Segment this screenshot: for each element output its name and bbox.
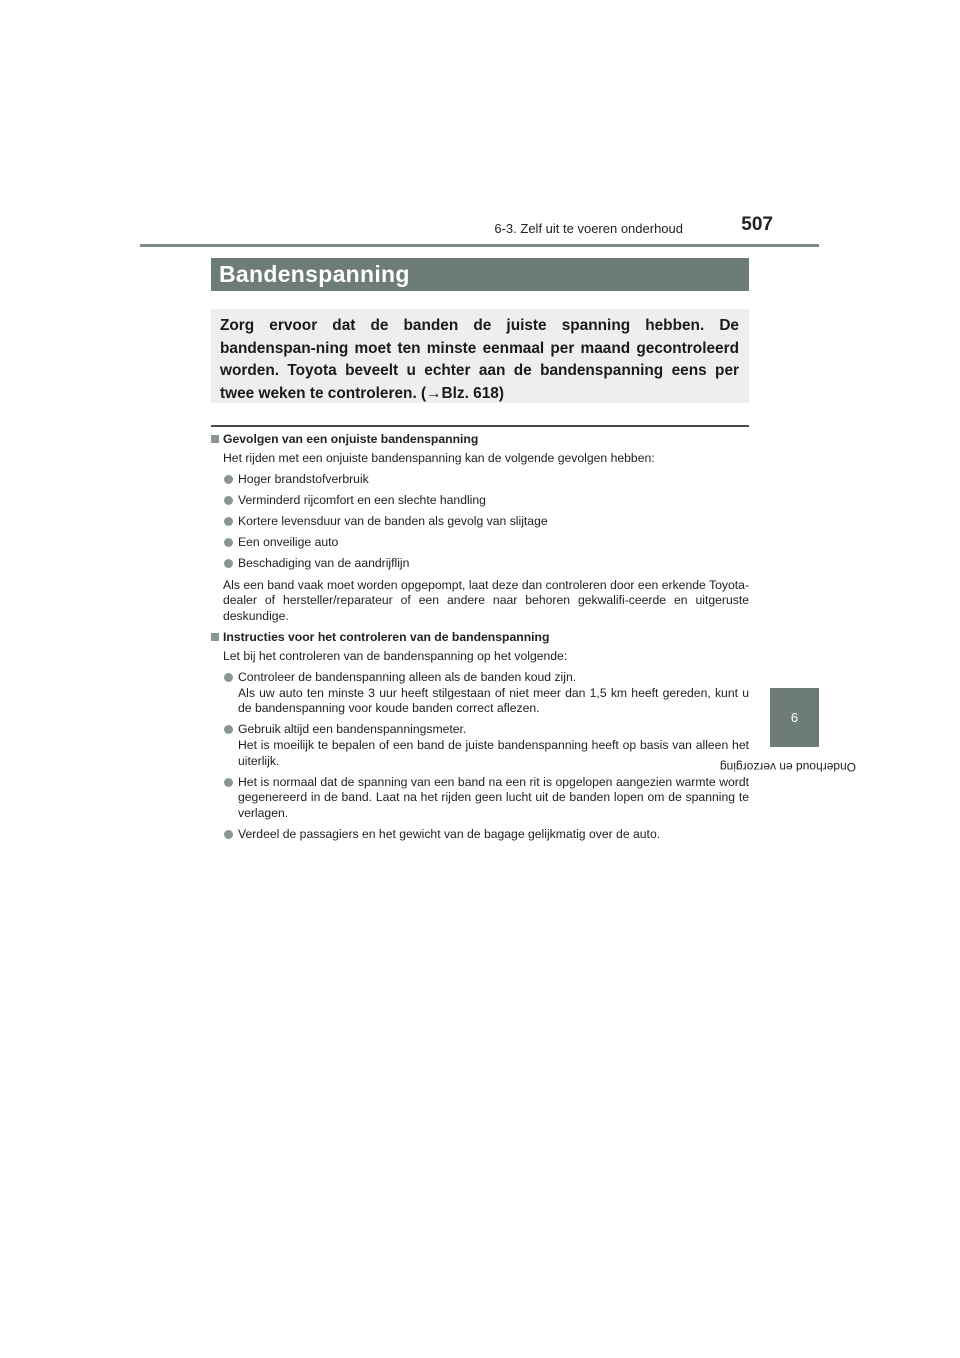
chapter-number: 6 (790, 710, 799, 725)
list-item (211, 514, 749, 530)
circle-bullet-icon (224, 725, 233, 734)
list-item-text: Controleer de bandenspanning alleen als de banden koud zijn. (238, 670, 577, 685)
list-item-text: Hoger brandstofverbruik (238, 471, 369, 486)
section-label: 6-3. Zelf uit te voeren onderhoud (494, 221, 683, 236)
section-lead: Het rijden met een onjuiste bandenspanning kan de volgende gevolgen hebben: (223, 450, 655, 465)
list-item-text: Kortere levensduur van de banden als gevolg van slijtage (238, 513, 548, 528)
circle-bullet-icon (224, 673, 233, 682)
list-item-text: Verminderd rijcomfort en een slechte handling (238, 492, 486, 507)
list-item-text: Verdeel de passagiers en het gewicht van de bagage gelijkmatig over de auto. (238, 826, 661, 841)
list-item-detail: Het is moeilijk te bepalen of een band de juiste bandenspanning heeft op basis van alleen het uiterlijk. (238, 738, 749, 768)
section-lead: Let bij het controleren van de bandenspanning op het volgende: (223, 649, 568, 664)
section-heading (211, 630, 749, 646)
list-item (211, 493, 749, 509)
chapter-label (719, 760, 857, 910)
circle-bullet-icon (224, 830, 233, 839)
square-bullet-icon (211, 435, 219, 443)
list-item-detail: Als uw auto ten minste 3 uur heeft stilgestaan of niet meer dan 1,5 km heeft gereden, kunt u de bandenspanning voor koude banden correct aflezen. (238, 685, 749, 716)
intro-text (220, 315, 739, 405)
intro-text-before: Zorg ervoor dat de banden de juiste spanning hebben. De bandenspan-ning moet ten minste eenmaal per maand gecontroleerd worden. Toyota beveelt u echter aan de bandenspanning eens per twee weken te controleren. ( (220, 317, 739, 402)
list-item (211, 472, 749, 488)
list-item-text: Beschadiging van de aandrijflijn (238, 556, 410, 571)
list-item-text: Een onveilige auto (238, 534, 339, 549)
circle-bullet-icon (224, 496, 233, 505)
list-item (211, 670, 749, 717)
section-heading-text: Gevolgen van een onjuiste bandenspanning (223, 432, 479, 446)
title-bar (211, 258, 749, 291)
page-number: 507 (741, 214, 773, 235)
square-bullet-icon (211, 633, 219, 641)
section-closing: Als een band vaak moet worden opgepompt, laat deze dan controleren door een erkende Toyota-dealer of hersteller/reparateur of een andere naar behoren gekwalifi-ceerde en uitgeruste deskundige. (223, 577, 749, 623)
list-item (211, 827, 749, 843)
page-title: Bandenspanning (219, 261, 410, 287)
section-heading (211, 432, 749, 448)
arrow-icon: → (426, 384, 442, 402)
list-item-text: Het is normaal dat de spanning van een band na een rit is opgelopen aangezien warmte wordt gegenereerd in de band. Laat na het rijden geen lucht uit de banden lopen om de spanning te verlagen. (238, 774, 749, 820)
list-item (211, 775, 749, 822)
intro-box (211, 309, 749, 403)
list-item (211, 722, 749, 769)
chapter-tab[interactable] (770, 688, 819, 747)
section-heading-text: Instructies voor het controleren van de bandenspanning (223, 630, 550, 645)
header-rule (140, 244, 819, 247)
body-rule (211, 425, 749, 427)
content (211, 432, 749, 843)
chapter-label-text: Onderhoud en verzorging (719, 760, 857, 774)
circle-bullet-icon (224, 475, 233, 484)
list-item (211, 556, 749, 572)
list-item (211, 535, 749, 551)
circle-bullet-icon (224, 517, 233, 526)
circle-bullet-icon (224, 778, 233, 787)
circle-bullet-icon (224, 559, 233, 568)
circle-bullet-icon (224, 538, 233, 547)
list-item-text: Gebruik altijd een bandenspanningsmeter. (238, 722, 467, 737)
page-reference-link[interactable]: Blz. 618) (441, 384, 504, 402)
